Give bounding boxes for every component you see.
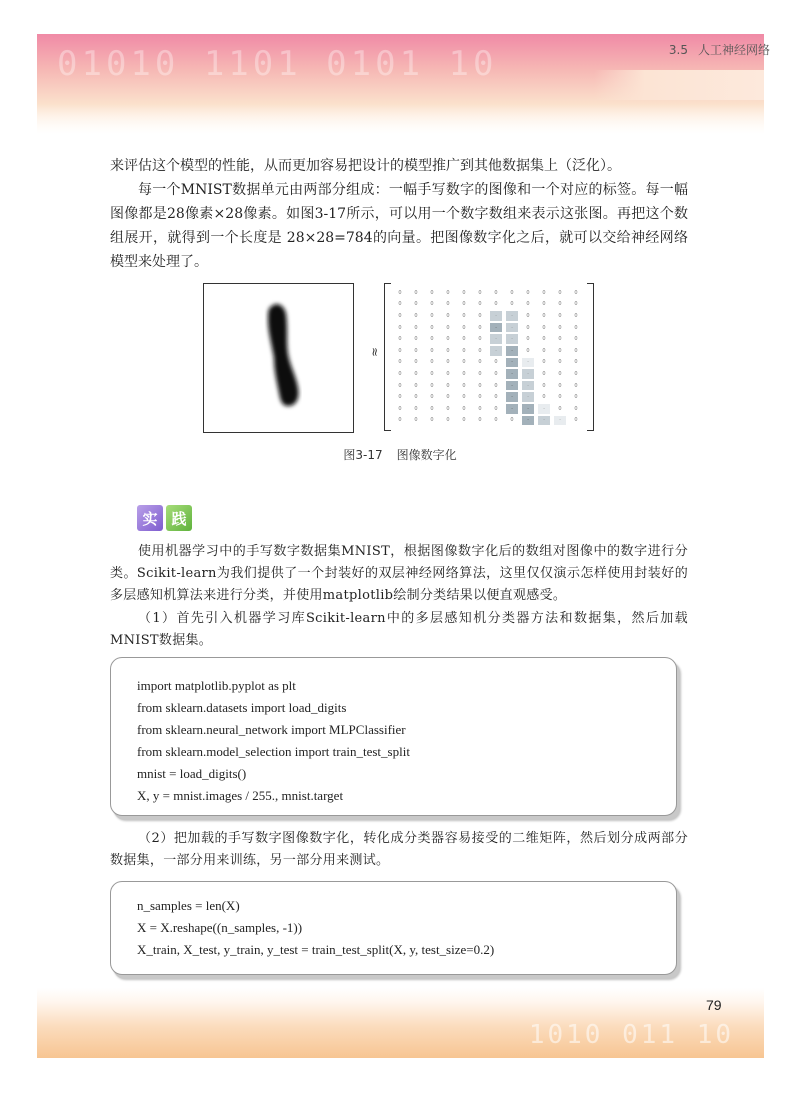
matrix-cell: · — [506, 381, 518, 391]
matrix-cell: 0 — [462, 394, 466, 401]
figure-caption — [0, 446, 800, 463]
page-number: 79 — [706, 997, 722, 1013]
header-tab — [594, 70, 764, 100]
matrix-cell: 0 — [430, 336, 434, 343]
matrix-cell: 0 — [430, 312, 434, 319]
matrix-cell: · — [506, 392, 518, 402]
matrix-cell: 0 — [414, 301, 418, 308]
matrix-cell: 0 — [430, 301, 434, 308]
matrix-cell: 0 — [494, 394, 498, 401]
matrix-cell: 0 — [446, 301, 450, 308]
matrix-cell: 0 — [558, 324, 562, 331]
header-band — [37, 34, 764, 134]
matrix-cell: 0 — [574, 289, 578, 296]
code-line: X_train, X_test, y_train, y_test = train_test_split(X, y, test_size=0.2) — [137, 942, 495, 957]
matrix-cell: 0 — [526, 312, 530, 319]
matrix-cell: 0 — [462, 382, 466, 389]
matrix-cell: 0 — [430, 324, 434, 331]
matrix-cell: 0 — [446, 382, 450, 389]
matrix-cell: 0 — [446, 394, 450, 401]
matrix-cell: 0 — [398, 324, 402, 331]
matrix-cell: 0 — [494, 405, 498, 412]
matrix-cell: 0 — [462, 405, 466, 412]
matrix-cell: 0 — [494, 417, 498, 424]
matrix-cell: · — [522, 416, 534, 426]
matrix-cell: 0 — [430, 370, 434, 377]
practice-badge-char-2: 践 — [166, 505, 192, 531]
practice-badge — [137, 505, 192, 531]
handwritten-digit-image — [203, 283, 354, 433]
matrix-right-bracket — [587, 283, 594, 431]
matrix-cell: 0 — [414, 324, 418, 331]
matrix-cell: 0 — [462, 347, 466, 354]
matrix-cell: 0 — [494, 359, 498, 366]
matrix-cell: · — [554, 416, 566, 426]
matrix-cell: 0 — [446, 336, 450, 343]
section-title: 人工神经网络 — [697, 43, 770, 57]
matrix-cell: 0 — [430, 382, 434, 389]
matrix-cell: 0 — [398, 347, 402, 354]
matrix-cell: 0 — [462, 289, 466, 296]
matrix-cell: 0 — [430, 359, 434, 366]
matrix-cell: 0 — [398, 301, 402, 308]
matrix-cell: · — [522, 392, 534, 402]
matrix-cell: 0 — [398, 405, 402, 412]
matrix-cell: 0 — [414, 370, 418, 377]
matrix-cell: 0 — [542, 359, 546, 366]
matrix-cell: 0 — [574, 382, 578, 389]
paragraph-1: 来评估这个模型的性能，从而更加容易把设计的模型推广到其他数据集上（泛化）。 — [110, 158, 621, 174]
caption-number: 图3-17 — [343, 448, 383, 462]
matrix-cell: 0 — [430, 417, 434, 424]
matrix-cell: 0 — [510, 301, 514, 308]
matrix-cell: 0 — [558, 370, 562, 377]
matrix-cell: 0 — [446, 359, 450, 366]
matrix-cell: 0 — [574, 394, 578, 401]
matrix-cell: 0 — [574, 336, 578, 343]
practice-intro: 使用机器学习中的手写数字数据集MNIST，根据图像数字化后的数组对图像中的数字进行分类。Scikit-learn为我们提供了一个封装好的双层神经网络算法，这里仅仅演示怎样使用封装好的多层感知机算法来进行分类，并使用matplotlib绘制分类结果以便直观感受。 — [110, 544, 688, 603]
matrix-cell: 0 — [542, 336, 546, 343]
matrix-cell: 0 — [542, 347, 546, 354]
footer-decoration: 1010 011 10 — [528, 1020, 734, 1050]
matrix-cell: · — [506, 311, 518, 321]
matrix-cell: 0 — [414, 336, 418, 343]
matrix-cell: 0 — [430, 394, 434, 401]
matrix-cell: 0 — [574, 359, 578, 366]
matrix-cell: 0 — [446, 347, 450, 354]
matrix-cell: 0 — [558, 359, 562, 366]
matrix-cell: 0 — [446, 370, 450, 377]
footer-band — [37, 988, 764, 1058]
matrix-cell: 0 — [558, 289, 562, 296]
code-line: from sklearn.neural_network import MLPClassifier — [137, 722, 406, 737]
matrix-cell: 0 — [542, 394, 546, 401]
matrix-cell: 0 — [398, 417, 402, 424]
matrix-cell: 0 — [446, 405, 450, 412]
code-line: import matplotlib.pyplot as plt — [137, 678, 296, 693]
matrix-cell: 0 — [478, 405, 482, 412]
matrix-cell: · — [506, 358, 518, 368]
code-line: X = X.reshape((n_samples, -1)) — [137, 920, 303, 935]
matrix-cell: · — [522, 381, 534, 391]
matrix-cell: · — [490, 346, 502, 356]
matrix-cell: 0 — [478, 301, 482, 308]
matrix-cell: 0 — [542, 301, 546, 308]
matrix-cell: 0 — [574, 417, 578, 424]
matrix-cell: 0 — [542, 382, 546, 389]
matrix-cell: 0 — [398, 394, 402, 401]
matrix-cell: · — [506, 323, 518, 333]
matrix-cell: 0 — [558, 405, 562, 412]
matrix-cell: 0 — [414, 347, 418, 354]
header-decoration: 01010 1101 0101 10 — [57, 44, 498, 84]
matrix-cell: 0 — [478, 382, 482, 389]
matrix-cell: 0 — [526, 324, 530, 331]
matrix-cell: 0 — [462, 301, 466, 308]
matrix-cell: 0 — [558, 347, 562, 354]
matrix-cell: 0 — [494, 289, 498, 296]
matrix-cell: · — [490, 323, 502, 333]
code-block-2 — [110, 881, 677, 975]
matrix-cell: 0 — [542, 370, 546, 377]
matrix-cell: · — [506, 404, 518, 414]
matrix-cell: 0 — [414, 394, 418, 401]
matrix-cell: · — [522, 404, 534, 414]
matrix-cell: 0 — [462, 336, 466, 343]
matrix-cell: 0 — [414, 312, 418, 319]
paragraph-2: 每一个MNIST数据单元由两部分组成：一幅手写数字的图像和一个对应的标签。每一幅图像都是28像素×28像素。如图3-17所示，可以用一个数字数组来表示这张图。再把这个数组展开，就得到一个长度是 28×28=784的向量。把图像数字化之后，就可以交给神经网络模型来处理了。 — [110, 182, 688, 270]
matrix-cell: · — [506, 369, 518, 379]
matrix-cell: 0 — [478, 312, 482, 319]
matrix-cell: 0 — [398, 289, 402, 296]
approx-symbol: ≈ — [368, 346, 383, 358]
pixel-matrix — [392, 287, 584, 427]
matrix-cell: 0 — [478, 370, 482, 377]
matrix-cell: 0 — [414, 359, 418, 366]
matrix-cell: 0 — [558, 394, 562, 401]
matrix-cell: 0 — [494, 301, 498, 308]
matrix-cell: 0 — [430, 289, 434, 296]
matrix-cell: · — [506, 346, 518, 356]
code-block-1 — [110, 657, 677, 816]
matrix-cell: 0 — [414, 289, 418, 296]
matrix-cell: 0 — [478, 336, 482, 343]
matrix-cell: 0 — [446, 417, 450, 424]
matrix-cell: 0 — [462, 417, 466, 424]
matrix-cell: 0 — [574, 312, 578, 319]
matrix-cell: 0 — [526, 336, 530, 343]
matrix-cell: 0 — [462, 312, 466, 319]
code-line: n_samples = len(X) — [137, 898, 240, 913]
matrix-cell: 0 — [462, 359, 466, 366]
matrix-cell: · — [490, 334, 502, 344]
matrix-cell: 0 — [478, 417, 482, 424]
code-line: from sklearn.datasets import load_digits — [137, 700, 347, 715]
matrix-cell: · — [538, 404, 550, 414]
matrix-cell: 0 — [526, 347, 530, 354]
matrix-cell: · — [522, 358, 534, 368]
matrix-cell: 0 — [526, 289, 530, 296]
matrix-cell: 0 — [462, 324, 466, 331]
matrix-cell: 0 — [574, 347, 578, 354]
matrix-cell: 0 — [542, 312, 546, 319]
matrix-cell: 0 — [510, 289, 514, 296]
matrix-cell: 0 — [398, 370, 402, 377]
matrix-cell: 0 — [414, 405, 418, 412]
matrix-cell: 0 — [478, 347, 482, 354]
matrix-cell: 0 — [414, 382, 418, 389]
matrix-cell: · — [522, 369, 534, 379]
matrix-cell: 0 — [542, 289, 546, 296]
matrix-cell: 0 — [574, 324, 578, 331]
matrix-cell: 0 — [510, 417, 514, 424]
matrix-left-bracket — [384, 283, 391, 431]
code-line: from sklearn.model_selection import train_test_split — [137, 744, 410, 759]
matrix-cell: 0 — [558, 301, 562, 308]
matrix-cell: 0 — [542, 324, 546, 331]
matrix-cell: 0 — [558, 312, 562, 319]
matrix-cell: 0 — [462, 370, 466, 377]
matrix-cell: 0 — [446, 312, 450, 319]
caption-text: 图像数字化 — [396, 448, 457, 462]
matrix-cell: 0 — [558, 336, 562, 343]
matrix-cell: · — [538, 416, 550, 426]
code-line: X, y = mnist.images / 255., mnist.target — [137, 788, 344, 803]
matrix-cell: 0 — [398, 336, 402, 343]
matrix-cell: 0 — [574, 370, 578, 377]
matrix-cell: 0 — [574, 405, 578, 412]
matrix-cell: 0 — [478, 324, 482, 331]
matrix-cell: 0 — [446, 289, 450, 296]
matrix-cell: 0 — [430, 347, 434, 354]
section-number: 3.5 — [668, 43, 688, 57]
matrix-cell: 0 — [494, 370, 498, 377]
matrix-cell: 0 — [478, 289, 482, 296]
practice-step-1: （1）首先引入机器学习库Scikit-learn中的多层感知机分类器方法和数据集，然后加载MNIST数据集。 — [110, 611, 688, 648]
matrix-cell: 0 — [398, 382, 402, 389]
matrix-cell: 0 — [574, 301, 578, 308]
digit-one-drawing — [204, 284, 353, 432]
practice-step-2: （2）把加载的手写数字图像数字化，转化成分类器容易接受的二维矩阵，然后划分成两部分数据集，一部分用来训练，另一部分用来测试。 — [110, 831, 688, 868]
running-header — [669, 41, 770, 58]
matrix-cell: 0 — [526, 301, 530, 308]
matrix-cell: 0 — [414, 417, 418, 424]
matrix-cell: 0 — [430, 405, 434, 412]
matrix-cell: · — [506, 334, 518, 344]
matrix-cell: 0 — [494, 382, 498, 389]
matrix-cell: 0 — [398, 312, 402, 319]
matrix-cell: 0 — [478, 394, 482, 401]
matrix-cell: 0 — [558, 382, 562, 389]
digit-matrix-figure — [370, 283, 594, 431]
matrix-cell: 0 — [446, 324, 450, 331]
matrix-cell: 0 — [398, 359, 402, 366]
matrix-cell: 0 — [478, 359, 482, 366]
code-line: mnist = load_digits() — [137, 766, 247, 781]
practice-badge-char-1: 实 — [137, 505, 163, 531]
matrix-cell: · — [490, 311, 502, 321]
